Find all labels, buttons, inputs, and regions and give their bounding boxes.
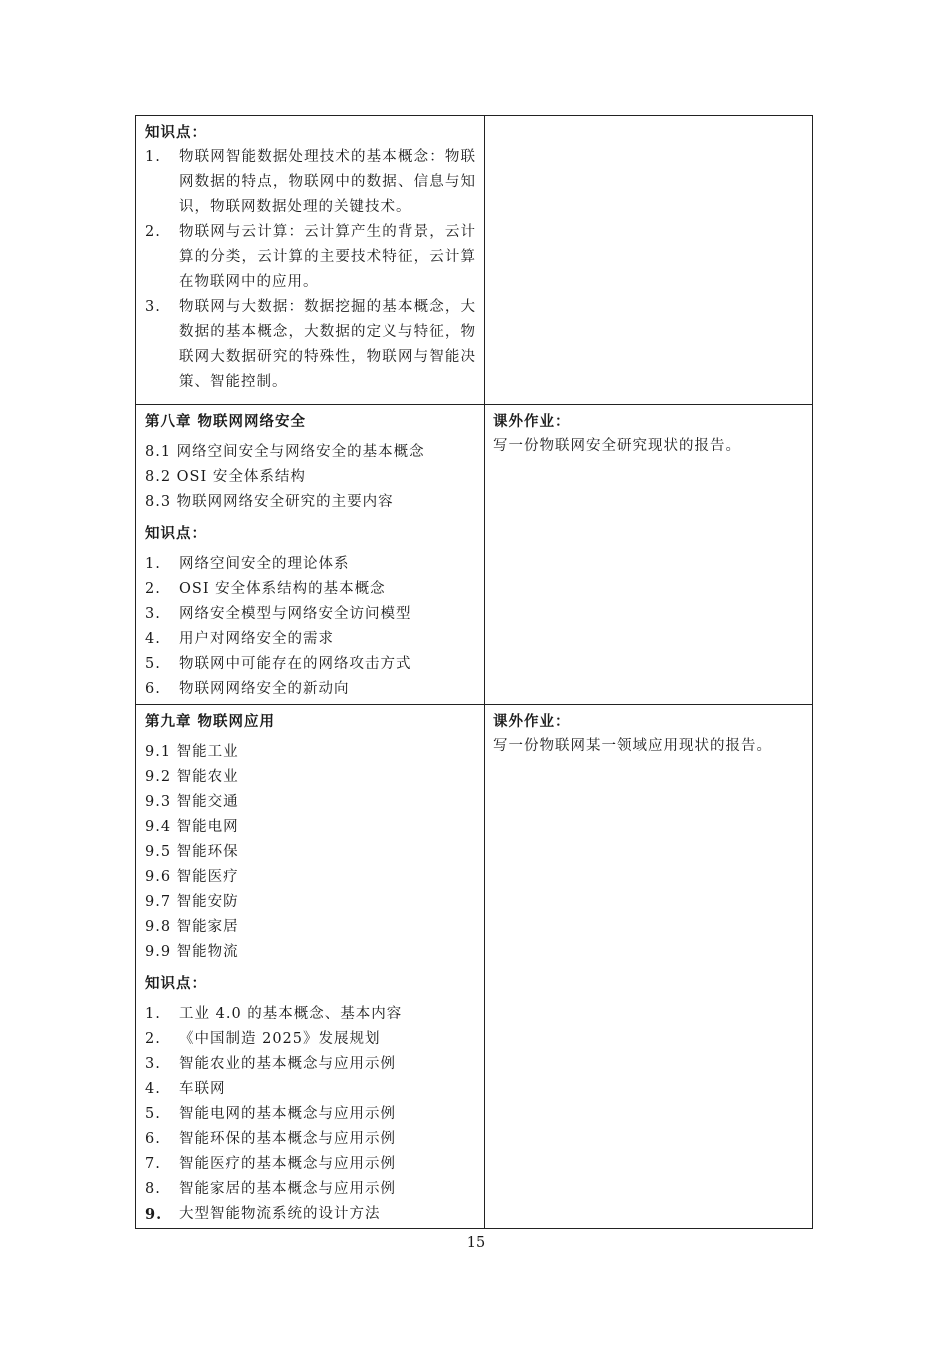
chapter-title: 第八章 物联网网络安全 bbox=[145, 413, 307, 430]
section-line: 9.9 智能物流 bbox=[145, 944, 239, 960]
table-row bbox=[136, 116, 813, 405]
knowledge-item: 1. 物联网智能数据处理技术的基本概念：物联网数据的特点，物联网中的数据、信息与知识，物联网数据处理的关键技术。 bbox=[145, 149, 476, 215]
page-number: 15 bbox=[466, 1235, 486, 1251]
knowledge-item: 5. 物联网中可能存在的网络攻击方式 bbox=[145, 656, 412, 672]
knowledge-item: 2. 《中国制造 2025》发展规划 bbox=[145, 1031, 381, 1047]
knowledge-item: 6. 物联网网络安全的新动向 bbox=[145, 681, 350, 697]
section-line: 9.1 智能工业 bbox=[145, 744, 239, 760]
knowledge-item: 1. 网络空间安全的理论体系 bbox=[145, 556, 350, 572]
homework-text: 写一份物联网某一领域应用现状的报告。 bbox=[493, 738, 772, 754]
content-cell bbox=[136, 116, 485, 405]
section-line: 9.2 智能农业 bbox=[145, 769, 239, 785]
knowledge-item: 2. 物联网与云计算：云计算产生的背景，云计算的分类，云计算的主要技术特征，云计算在物联网中的应用。 bbox=[145, 224, 476, 290]
knowledge-item: 7. 智能医疗的基本概念与应用示例 bbox=[145, 1156, 396, 1172]
section-line: 9.6 智能医疗 bbox=[145, 869, 239, 885]
section-line: 9.7 智能安防 bbox=[145, 894, 239, 910]
knowledge-label: 知识点： bbox=[145, 525, 207, 542]
section-line: 8.3 物联网网络安全研究的主要内容 bbox=[145, 494, 394, 510]
knowledge-item: 4. 车联网 bbox=[145, 1081, 226, 1097]
knowledge-item: 3. 智能农业的基本概念与应用示例 bbox=[145, 1056, 396, 1072]
section-line: 9.3 智能交通 bbox=[145, 794, 239, 810]
content-cell bbox=[136, 405, 485, 705]
knowledge-label: 知识点： bbox=[145, 124, 207, 141]
knowledge-item: 9. 大型智能物流系统的设计方法 bbox=[145, 1206, 381, 1223]
syllabus-table bbox=[135, 115, 813, 1229]
knowledge-item: 1. 工业 4.0 的基本概念、基本内容 bbox=[145, 1006, 403, 1022]
homework-cell bbox=[485, 405, 813, 705]
knowledge-item: 6. 智能环保的基本概念与应用示例 bbox=[145, 1131, 396, 1147]
knowledge-item: 3. 物联网与大数据：数据挖掘的基本概念，大数据的基本概念，大数据的定义与特征，物联网大数据研究的特殊性，物联网与智能决策、智能控制。 bbox=[145, 299, 476, 390]
chapter-title: 第九章 物联网应用 bbox=[145, 713, 276, 730]
knowledge-item: 2. OSI 安全体系结构的基本概念 bbox=[145, 581, 386, 597]
knowledge-item: 8. 智能家居的基本概念与应用示例 bbox=[145, 1181, 396, 1197]
section-line: 9.8 智能家居 bbox=[145, 919, 239, 935]
table-row bbox=[136, 705, 813, 1229]
knowledge-item: 4. 用户对网络安全的需求 bbox=[145, 631, 334, 647]
content-cell bbox=[136, 705, 485, 1229]
knowledge-item: 5. 智能电网的基本概念与应用示例 bbox=[145, 1106, 396, 1122]
homework-cell bbox=[485, 116, 813, 405]
table-row bbox=[136, 405, 813, 705]
homework-label: 课外作业： bbox=[493, 413, 571, 430]
knowledge-label: 知识点： bbox=[145, 975, 207, 992]
section-line: 8.1 网络空间安全与网络安全的基本概念 bbox=[145, 444, 425, 460]
homework-label: 课外作业： bbox=[493, 713, 571, 730]
section-line: 8.2 OSI 安全体系结构 bbox=[145, 469, 306, 485]
homework-text: 写一份物联网安全研究现状的报告。 bbox=[493, 438, 741, 454]
knowledge-item: 3. 网络安全模型与网络安全访问模型 bbox=[145, 606, 412, 622]
section-line: 9.5 智能环保 bbox=[145, 844, 239, 860]
homework-cell bbox=[485, 705, 813, 1229]
section-line: 9.4 智能电网 bbox=[145, 819, 239, 835]
